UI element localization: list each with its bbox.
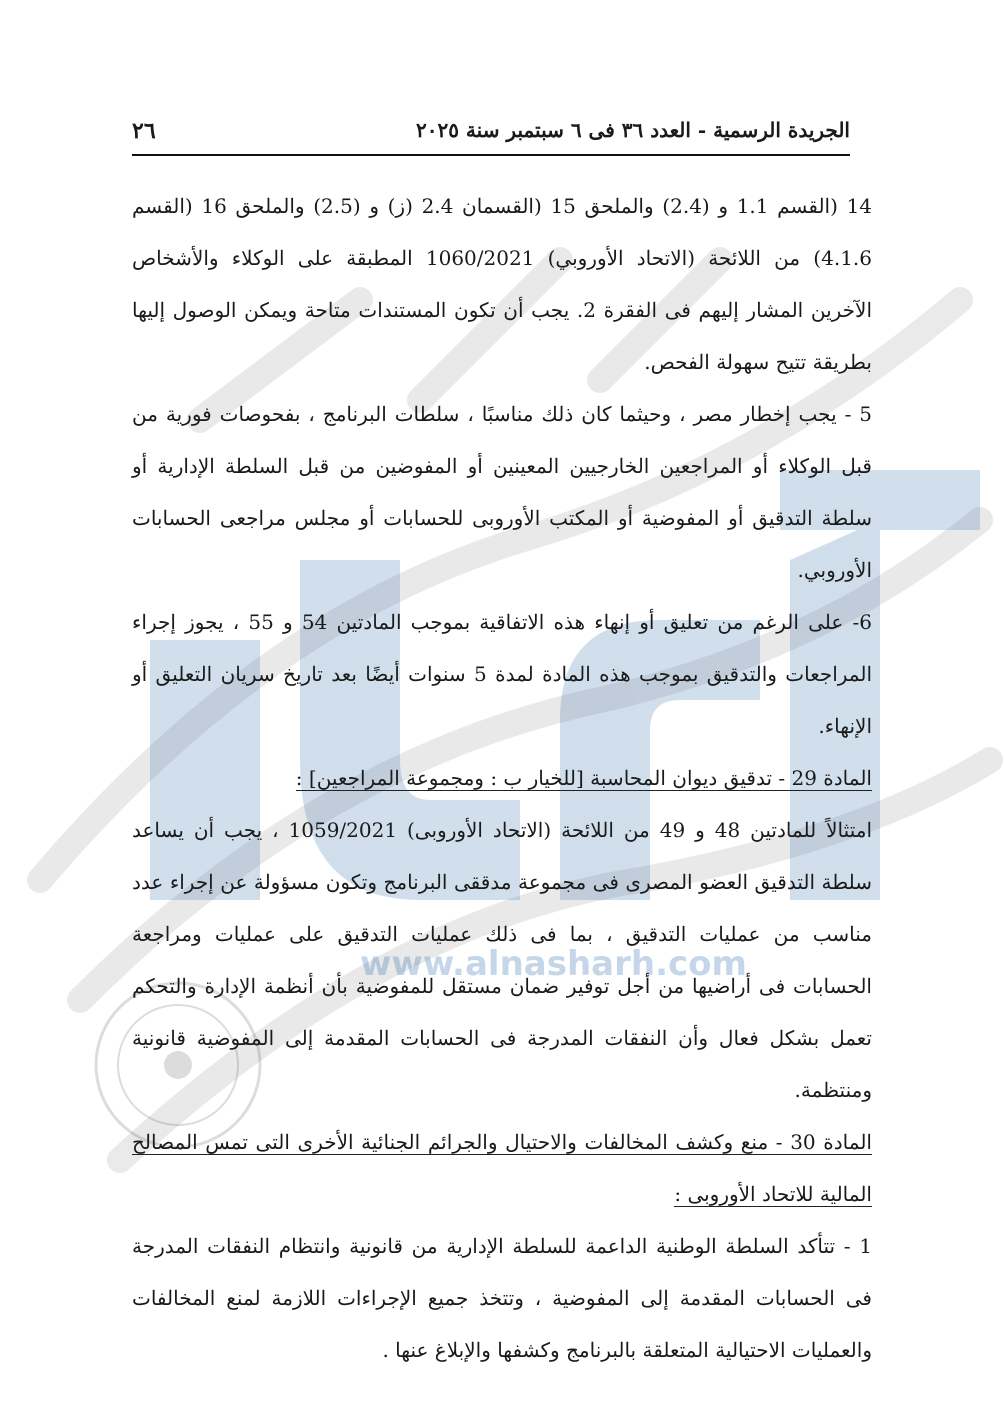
page-number: ٢٦ (132, 118, 156, 144)
header-rule (132, 154, 850, 156)
gazette-issue-line: الجريدة الرسمية - العدد ٣٦ فى ٦ سبتمبر سنة ٢٠٢٥ (416, 118, 850, 142)
document-body (132, 180, 872, 1376)
watermark-url: www.alnasharh.com (360, 944, 747, 984)
paragraph-clause-5: 5 - يجب إخطار مصر ، وحيثما كان ذلك مناسبًا ، سلطات البرنامج ، بفحوصات فورية من قبل الوكلاء أو المراجعين الخارجيين المعينين أو المفوضين من قبل السلطة الإدارية أو سلطة التدقيق أو المفوضية أو المكتب الأوروبى للحسابات أو مجلس مراجعى الحسابات الأوروبي. (132, 402, 872, 582)
article-30-heading: المادة 30 - منع وكشف المخالفات والاحتيال والجرائم الجنائية الأخرى التى تمس المصالح المالية للاتحاد الأوروبى : (132, 1130, 872, 1206)
article-29-body: امتثالاً للمادتين 48 و 49 من اللائحة (الاتحاد الأوروبى) 1059/2021 ، يجب أن يساعد سلطة التدقيق العضو المصرى فى مجموعة مدققى البرنامج وتكون مسؤولة عن إجراء عدد مناسب من عمليات التدقيق ، بما فى ذلك عمليات التدقيق على عمليات ومراجعة الحسابات فى أراضيها من أجل توفير ضمان مستقل للمفوضية بأن أنظمة الإدارة والتحكم تعمل بشكل فعال وأن النفقات المدرجة فى الحسابات المقدمة إلى المفوضية قانونية ومنتظمة. (132, 818, 872, 1102)
article-30-body: 1 - تتأكد السلطة الوطنية الداعمة للسلطة الإدارية من قانونية وانتظام النفقات المدرجة فى الحسابات المقدمة إلى المفوضية ، وتتخذ جميع الإجراءات اللازمة لمنع المخالفات والعمليات الاحتيالية المتعلقة بالبرنامج وكشفها والإبلاغ عنها . (132, 1234, 872, 1362)
page-header (132, 112, 850, 156)
article-29-heading: المادة 29 - تدقيق ديوان المحاسبة [للخيار ب : ومجموعة المراجعين] : (295, 766, 872, 790)
paragraph-clause-6: 6- على الرغم من تعليق أو إنهاء هذه الاتفاقية بموجب المادتين 54 و 55 ، يجوز إجراء المراجعات والتدقيق بموجب هذه المادة لمدة 5 سنوات أيضًا بعد تاريخ سريان التعليق أو الإنهاء. (132, 610, 873, 738)
paragraph-annex-references: 14 (القسم 1.1 و (2.4) والملحق 15 (القسمان 2.4 (ز) و (2.5) والملحق 16 (القسم 4.1.6) من اللائحة (الاتحاد الأوروبي) 1060/2021 المطبقة على الوكلاء والأشخاص الآخرين المشار إليهم فى الفقرة 2. يجب أن تكون المستندات متاحة ويمكن الوصول إليها بطريقة تتيح سهولة الفحص. (132, 194, 873, 374)
